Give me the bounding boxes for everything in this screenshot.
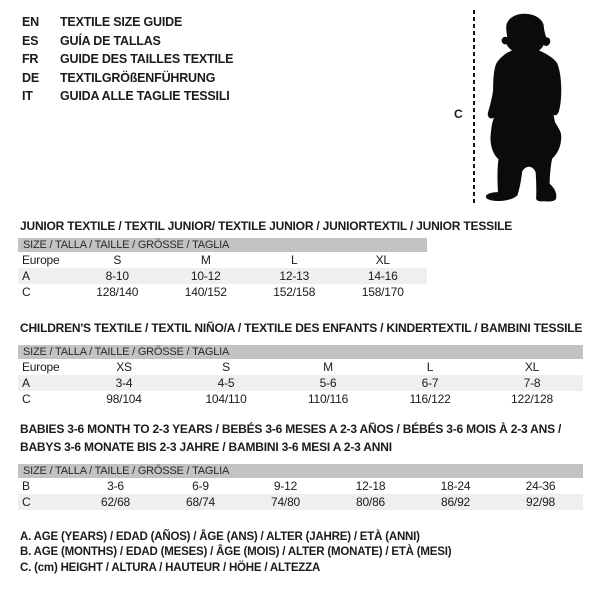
row-label: A bbox=[22, 376, 30, 390]
size-cell: 12-13 bbox=[279, 269, 310, 283]
size-cell: 104/110 bbox=[205, 392, 247, 406]
size-cell: 4-5 bbox=[217, 376, 235, 390]
table-row bbox=[18, 268, 427, 284]
height-measure-dashed-line bbox=[473, 10, 475, 206]
size-cell: 8-10 bbox=[105, 269, 129, 283]
size-cell: 62/68 bbox=[100, 495, 131, 509]
size-cell: 3-4 bbox=[115, 376, 133, 390]
section-heading-line: JUNIOR TEXTILE / TEXTIL JUNIOR/ TEXTILE JUNIOR / JUNIORTEXTIL / JUNIOR TESSILE bbox=[20, 219, 513, 233]
size-cell: 98/104 bbox=[106, 392, 142, 406]
section-heading-junior bbox=[20, 217, 512, 235]
size-cell: M bbox=[323, 360, 333, 374]
language-title: GUIDA ALLE TAGLIE TESSILI bbox=[60, 89, 230, 104]
section-heading-line: BABIES 3-6 MONTH TO 2-3 YEARS / BEBÉS 3-6 MESES A 2-3 AÑOS / BÉBÉS 3-6 MOIS À 2-3 ANS / bbox=[20, 422, 562, 436]
size-cell: 128/140 bbox=[96, 285, 139, 299]
size-cell: 74/80 bbox=[270, 495, 301, 509]
table-row bbox=[18, 252, 427, 268]
language-title: TEXTILGRÖßENFÜHRUNG bbox=[60, 70, 216, 85]
table-row bbox=[18, 391, 583, 407]
size-cell: S bbox=[222, 360, 230, 374]
size-cell: L bbox=[426, 360, 434, 374]
size-cell: 92/98 bbox=[525, 495, 556, 509]
size-cell: S bbox=[113, 253, 122, 267]
legend-line: A. AGE (YEARS) / EDAD (AÑOS) / ÂGE (ANS) / ALTER (JAHRE) / ETÀ (ANNI) bbox=[20, 531, 420, 543]
size-cell: 6-9 bbox=[192, 479, 209, 493]
language-code: EN bbox=[22, 15, 39, 30]
section-heading-line: BABYS 3-6 MONATE BIS 2-3 JAHRE / BAMBINI 3-6 MESI A 2-3 ANNI bbox=[20, 440, 392, 454]
size-cell: 24-36 bbox=[525, 479, 556, 493]
language-row bbox=[22, 87, 233, 106]
language-title: GUÍA DE TALLAS bbox=[60, 33, 161, 48]
legend-line: B. AGE (MONTHS) / EDAD (MESES) / ÂGE (MOIS) / ALTER (MONATE) / ETÀ (MESI) bbox=[20, 546, 452, 559]
table-row bbox=[18, 284, 427, 300]
row-label: Europe bbox=[22, 253, 60, 267]
size-cell: 14-16 bbox=[367, 269, 398, 283]
baby-silhouette-icon bbox=[482, 10, 569, 207]
size-cell: 5-6 bbox=[319, 376, 337, 390]
size-cell: 80/86 bbox=[355, 495, 386, 509]
size-cell: 9-12 bbox=[273, 479, 298, 493]
section-heading-children bbox=[20, 319, 582, 337]
children-size-table bbox=[18, 345, 583, 407]
size-cell: XS bbox=[116, 360, 132, 374]
language-row bbox=[22, 32, 233, 51]
language-row bbox=[22, 50, 233, 69]
size-cell: XL bbox=[524, 360, 540, 374]
language-code: DE bbox=[22, 70, 39, 85]
language-row bbox=[22, 13, 233, 32]
section-heading-babies bbox=[20, 420, 561, 456]
size-header-bar: SIZE / TALLA / TAILLE / GRÖSSE / TAGLIA bbox=[18, 464, 583, 478]
language-code: FR bbox=[22, 52, 39, 67]
size-header-bar: SIZE / TALLA / TAILLE / GRÖSSE / TAGLIA bbox=[18, 238, 427, 252]
size-cell: XL bbox=[375, 253, 390, 267]
size-cell: 110/116 bbox=[307, 392, 349, 406]
table-row bbox=[18, 375, 583, 391]
size-cell: 158/170 bbox=[361, 285, 404, 299]
junior-size-table bbox=[18, 238, 427, 300]
size-cell: 3-6 bbox=[107, 479, 124, 493]
row-label: B bbox=[22, 479, 30, 493]
size-cell: 10-12 bbox=[190, 269, 221, 283]
table-row bbox=[18, 494, 583, 510]
language-list bbox=[22, 13, 233, 106]
measurement-legend bbox=[20, 530, 451, 576]
language-row bbox=[22, 69, 233, 88]
height-measure-label: C bbox=[454, 107, 463, 121]
section-heading-line: CHILDREN'S TEXTILE / TEXTIL NIÑO/A / TEXTILE DES ENFANTS / KINDERTEXTIL / BAMBINI TESSILE bbox=[20, 321, 583, 335]
table-row bbox=[18, 359, 583, 375]
language-title: TEXTILE SIZE GUIDE bbox=[60, 15, 183, 30]
legend-line: C. (cm) HEIGHT / ALTURA / HAUTEUR / HÖHE / ALTEZZA bbox=[20, 561, 321, 574]
babies-size-table bbox=[18, 464, 583, 510]
size-cell: 18-24 bbox=[440, 479, 471, 493]
size-cell: 68/74 bbox=[185, 495, 216, 509]
size-cell: M bbox=[200, 253, 211, 267]
language-code: IT bbox=[22, 89, 33, 104]
size-cell: 140/152 bbox=[184, 285, 227, 299]
row-label: C bbox=[22, 285, 31, 299]
row-label: C bbox=[22, 495, 31, 509]
size-cell: 86/92 bbox=[440, 495, 471, 509]
size-cell: 122/128 bbox=[511, 392, 553, 406]
size-header-bar: SIZE / TALLA / TAILLE / GRÖSSE / TAGLIA bbox=[18, 345, 583, 359]
size-cell: 12-18 bbox=[355, 479, 386, 493]
row-label: Europe bbox=[22, 360, 60, 374]
size-cell: 116/122 bbox=[409, 392, 451, 406]
size-cell: L bbox=[291, 253, 298, 267]
table-row bbox=[18, 478, 583, 494]
row-label: C bbox=[22, 392, 31, 406]
language-title: GUIDE DES TAILLES TEXTILE bbox=[60, 52, 234, 67]
size-cell: 152/158 bbox=[273, 285, 316, 299]
size-cell: 7-8 bbox=[523, 376, 541, 390]
size-cell: 6-7 bbox=[421, 376, 439, 390]
language-code: ES bbox=[22, 33, 39, 48]
row-label: A bbox=[22, 269, 30, 283]
